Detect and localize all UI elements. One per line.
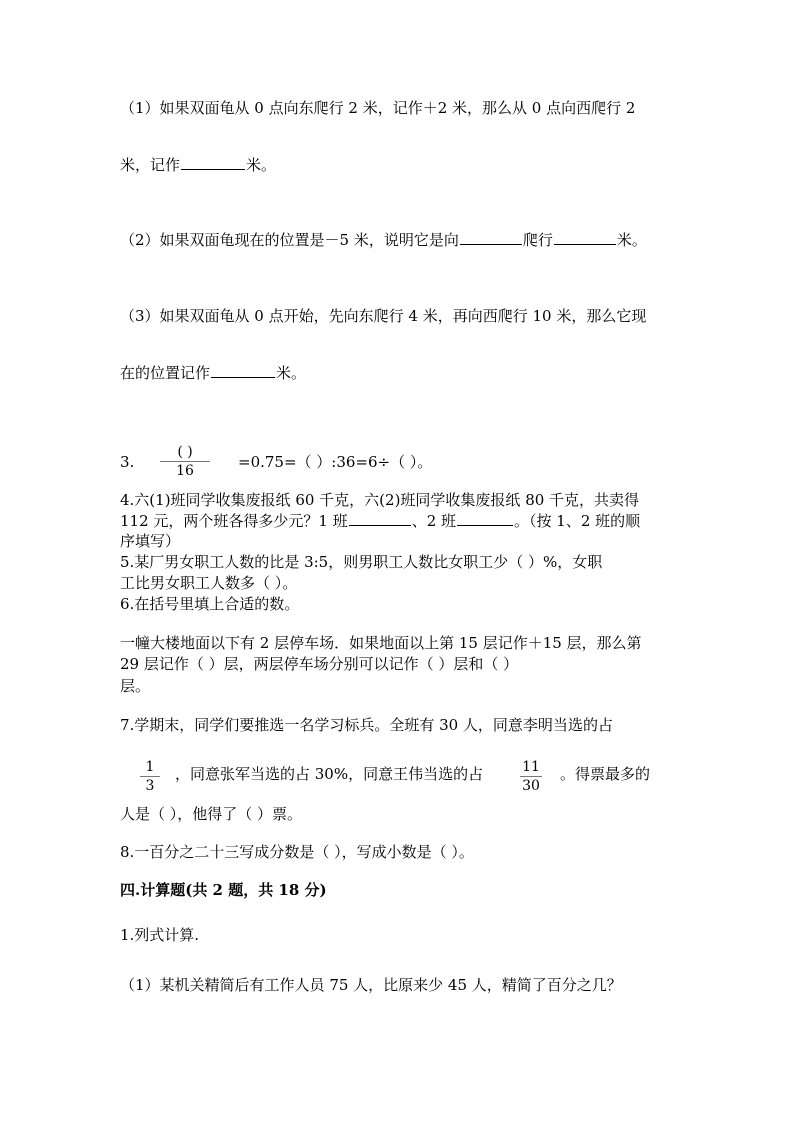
q4-line2-a: 112 元，两个班各得多少元？1 班 — [120, 512, 348, 530]
answer-blank[interactable] — [349, 511, 411, 526]
q7-mid: ，同意张军当选的占 30%，同意王伟当选的占 — [175, 765, 484, 783]
q6-title: 6.在括号里填上合适的数。 — [120, 595, 300, 613]
part1-line2 — [120, 155, 276, 175]
answer-blank[interactable] — [181, 155, 245, 170]
q3-frac-den: 16 — [176, 463, 194, 479]
q5-line1: 5.某厂男女职工人数的比是 3:5，则男职工人数比女职工少（ ）%，女职 — [120, 553, 603, 571]
q3-number: 3. — [120, 453, 135, 471]
fraction-bar — [160, 461, 210, 462]
part2-pre: （2）如果双面龟现在的位置是－5 米，说明它是向 — [120, 231, 459, 249]
q6-line1: 一幢大楼地面以下有 2 层停车场．如果地面以上第 15 层记作＋15 层，那么第 — [120, 634, 642, 652]
q4-line2 — [120, 511, 640, 531]
q4-line2-b: 、2 班 — [411, 512, 457, 530]
calc1-sub1: （1）某机关精简后有工作人员 75 人，比原来少 45 人，精简了百分之几？ — [120, 976, 622, 994]
part2-line — [120, 230, 647, 250]
part3-line2-pre: 在的位置记作 — [120, 364, 211, 382]
fraction-bar — [140, 776, 160, 777]
q7-line3: 人是（ ），他得了（ ）票。 — [120, 805, 303, 823]
answer-blank[interactable] — [211, 363, 275, 378]
fraction-bar — [520, 776, 542, 777]
q3-frac-num: ( ) — [177, 444, 193, 460]
part3-line2-post: 米。 — [276, 364, 307, 382]
section-heading: 四.计算题(共 2 题，共 18 分) — [120, 881, 327, 899]
q6-line3: 层。 — [120, 677, 151, 695]
part1-line2-post: 米。 — [246, 156, 277, 174]
part2-mid: 爬行 — [522, 231, 553, 249]
part1-line2-pre: 米，记作 — [120, 156, 181, 174]
part1-line1: （1）如果双面龟从 0 点向东爬行 2 米，记作＋2 米，那么从 0 点向西爬行 2 — [120, 99, 636, 117]
part3-line1: （3）如果双面龟从 0 点开始，先向东爬行 4 米，再向西爬行 10 米，那么它现 — [120, 307, 647, 325]
q8-line: 8.一百分之二十三写成分数是（ ），写成小数是（ ）。 — [120, 843, 474, 861]
q5-line2: 工比男女职工人数多（ ）。 — [120, 574, 298, 592]
answer-blank[interactable] — [457, 511, 513, 526]
part2-post: 米。 — [616, 231, 647, 249]
q3-fraction — [160, 444, 210, 479]
q7-fraction-2 — [520, 759, 542, 794]
q7-frac2-num: 11 — [522, 759, 540, 775]
q7-tail: 。得票最多的 — [560, 765, 651, 783]
q4-line1: 4.六(1)班同学收集废报纸 60 千克，六(2)班同学收集废报纸 80 千克，共卖得 — [120, 491, 640, 509]
q3-rest: =0.75=（ ）:36=6÷（ ）。 — [238, 453, 433, 471]
q7-frac1-num: 1 — [145, 759, 155, 775]
answer-blank[interactable] — [554, 230, 616, 245]
q6-line2: 29 层记作（ ）层，两层停车场分别可以记作（ ）层和（ ） — [120, 655, 519, 673]
q7-frac2-den: 30 — [522, 778, 540, 794]
calc1-title: 1.列式计算. — [120, 926, 200, 944]
q7-line1: 7.学期末，同学们要推选一名学习标兵。全班有 30 人，同意李明当选的占 — [120, 716, 613, 734]
q4-line3: 序填写） — [120, 532, 181, 550]
q7-fraction-1 — [140, 759, 160, 794]
answer-blank[interactable] — [460, 230, 522, 245]
q4-line2-c: 。（按 1、2 班的顺 — [514, 512, 641, 530]
q7-frac1-den: 3 — [145, 778, 155, 794]
part3-line2 — [120, 363, 306, 383]
